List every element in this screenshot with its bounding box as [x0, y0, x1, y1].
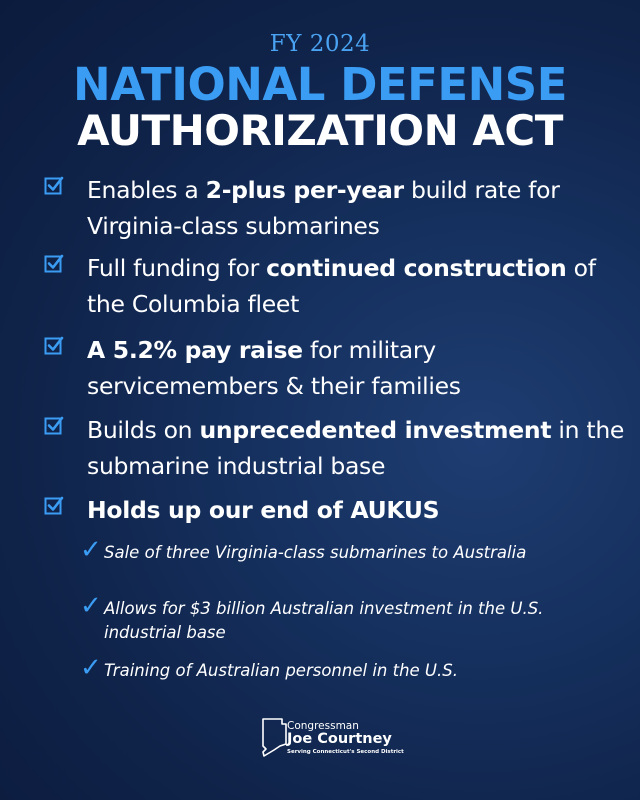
- checkbox-checked-icon: [44, 336, 64, 356]
- sub-bullet-text: Training of Australian personnel in the U.S.: [104, 661, 458, 680]
- kicker: FY 2024: [269, 31, 371, 57]
- sub-bullet-text: Allows for $3 billion Australian investment in the U.S. industrial base: [104, 599, 544, 642]
- bullet-text: [87, 332, 627, 404]
- bullet-text-pre: Full funding for: [87, 254, 267, 282]
- bullet-text: [87, 412, 627, 484]
- bullet-text-bold: A 5.2% pay raise: [87, 336, 303, 364]
- bullet-text-post: in the submarine industrial base: [87, 416, 625, 480]
- bullet-text-pre: Builds on: [87, 416, 200, 444]
- title-line-1: NATIONAL DEFENSE: [73, 58, 567, 111]
- checkmark-icon: ✓: [80, 591, 102, 621]
- checkmark-icon: ✓: [80, 653, 102, 683]
- title-line-2: AUTHORIZATION ACT: [77, 106, 563, 155]
- bullet-text: [87, 492, 627, 528]
- logo-tagline: Serving Connecticut's Second District: [287, 749, 404, 755]
- checkbox-checked-icon: [44, 496, 64, 516]
- bullet-text-post: build rate for Virginia-class submarines: [87, 176, 560, 240]
- bullet-text-bold: 2-plus per-year: [205, 176, 404, 204]
- bullet-text-bold: continued construction: [266, 254, 567, 282]
- checkmark-icon: ✓: [80, 535, 102, 565]
- bullet-text: [87, 172, 627, 244]
- checkbox-checked-icon: [44, 416, 64, 436]
- bullet-text-bold: unprecedented investment: [199, 416, 552, 444]
- checkbox-checked-icon: [44, 176, 64, 196]
- logo-name: Joe Courtney: [287, 731, 392, 747]
- sub-bullet-text: Sale of three Virginia-class submarines to Australia: [104, 543, 527, 562]
- connecticut-map-icon: [260, 716, 288, 758]
- bullet-text-post: for military servicemembers & their families: [87, 336, 461, 400]
- bullet-text-post: of the Columbia fleet: [87, 254, 596, 318]
- logo-title: Congressman: [287, 720, 359, 732]
- congressman-logo: [260, 716, 404, 766]
- checkbox-checked-icon: [44, 254, 64, 274]
- bullet-text-bold: Holds up our end of AUKUS: [87, 496, 440, 524]
- bullet-text: [87, 250, 627, 322]
- bullet-text-pre: Enables a: [87, 176, 206, 204]
